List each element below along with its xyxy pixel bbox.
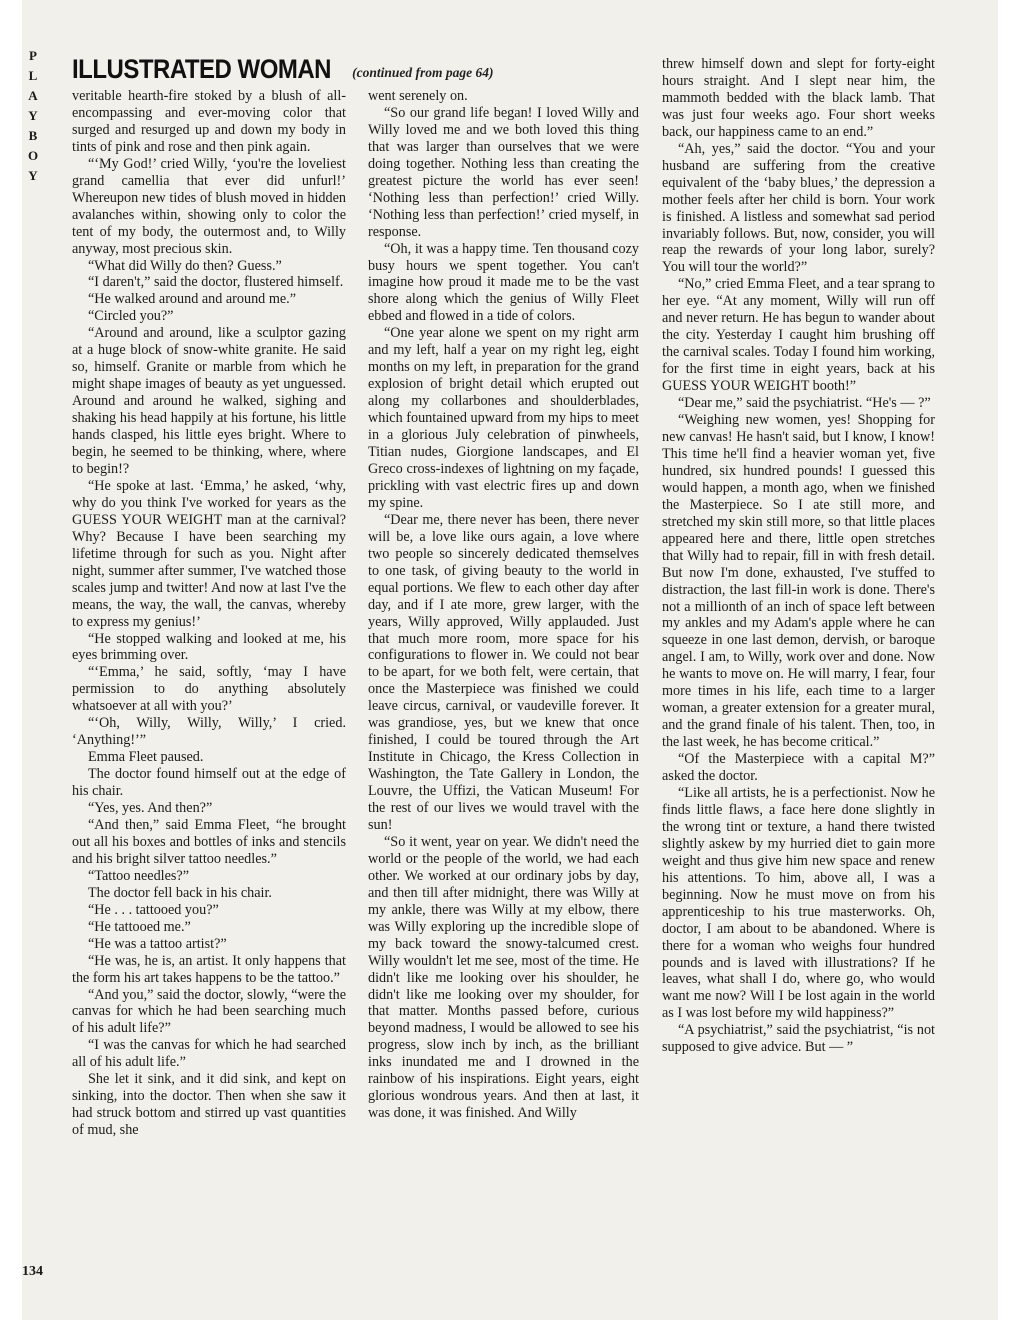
article-title: ILLUSTRATED WOMAN — [72, 54, 332, 85]
paragraph: “And you,” said the doctor, slowly, “were the canvas for which he had been searching much of his adult life?” — [72, 986, 346, 1037]
paragraph: “He walked around and around me.” — [88, 291, 296, 308]
paragraph: “No,” cried Emma Fleet, and a tear sprang to her eye. “At any moment, Willy will run off and never return. He has begun to wander about the city. Yesterday I caught him brushing off the carnival scales. Today I found him working, for the first time in eight years, back at his GUESS YOUR WEIGHT booth!” — [662, 276, 935, 395]
paragraph: threw himself down and slept for forty-eight hours straight. And I slept near him, the mammoth bedded with the black lamb. That was just four weeks ago. Four short weeks back, our happiness came to an end.” — [662, 56, 935, 140]
paragraph: “Of the Masterpiece with a capital M?” asked the doctor. — [662, 751, 935, 785]
paragraph: “Yes, yes. And then?” — [88, 800, 213, 817]
paragraph: “So it went, year on year. We didn't need the world or the people of the world, we had each other. We worked at our ordinary jobs by day, and then till after midnight, there was Willy at my ankle, there was Willy at my elbow, there was Willy exploring up the incredible slope of my back toward the snowy-talcumed crest. Willy wouldn't let me see, most of the time. He didn't like me looking over his shoulder, he didn't like me looking over my shoulder, for that matter. Months passed before, curious beyond madness, I would be allowed to see his progress, slow inch by inch, as the brilliant inks inundated me and I drowned in the rainbow of his inspirations. Eight years, eight glorious wondrous years. And then at last, it was done, it was finished. And Willy — [368, 833, 639, 1122]
paragraph: “‘Emma,’ he said, softly, ‘may I have permission to do anything absolutely whatsoever at all with you?’ — [72, 664, 346, 715]
paragraph: The doctor fell back in his chair. — [88, 884, 272, 901]
text-column-3 — [662, 56, 935, 1286]
paragraph: “I was the canvas for which he had searched all of his adult life.” — [72, 1037, 346, 1071]
paragraph: “He was a tattoo artist?” — [88, 935, 227, 952]
paragraph: “He tattooed me.” — [88, 918, 191, 935]
paragraph: “Ah, yes,” said the doctor. “You and your husband are suffering from the creative equivalent of the ‘baby blues,’ the depression a mother feels after her child is born. Your work is finished. A listless and somewhat sad period invariably follows. But, now, consider, you will reap the rewards of your long labor, surely? You will tour the world?” — [662, 140, 935, 276]
article-header — [72, 56, 493, 84]
paragraph: “What did Willy do then? Guess.” — [88, 257, 282, 274]
paragraph: “He . . . tattooed you?” — [88, 901, 219, 918]
paragraph: “I daren't,” said the doctor, flustered himself. — [88, 274, 344, 291]
continued-note: (continued from page 64) — [352, 65, 494, 80]
magazine-name-vertical: PLAYBOY — [27, 48, 39, 183]
paragraph: Emma Fleet paused. — [88, 749, 204, 766]
paragraph: “One year alone we spent on my right arm and my left, half a year on my right leg, eight months on my left, in preparation for the grand explosion of bright detail which erupted out along my collarbones and shoulderblades, which fountained upward from my hips to meet in a glorious July celebration of pinwheels, Titian nudes, Giorgione landscapes, and El Greco cross-indexes of lightning on my façade, prickling with vast electric fires up and down my spine. — [368, 325, 639, 511]
paragraph: She let it sink, and it did sink, and kept on sinking, into the doctor. Then when she saw it had struck bottom and stirred up vast quantities of mud, she — [72, 1071, 346, 1139]
paragraph: “A psychiatrist,” said the psychiatrist, “is not supposed to give advice. But — ” — [662, 1022, 935, 1056]
paragraph: went serenely on. — [368, 88, 468, 104]
paragraph: “So our grand life began! I loved Willy and Willy loved me and we both loved this thing that was larger than ourselves that we were doing together. Nothing less than creating the greatest picture the world has ever seen! ‘Nothing less than perfection!’ cried Willy. ‘Nothing less than perfection!’ cried myself, in response. — [368, 104, 639, 240]
paragraph: “Around and around, like a sculptor gazing at a huge block of snow-white granite. He said so, himself. Granite or marble from which he might shape images of beauty as yet unguessed. Around and around he walked, sighing and shaking his head happily at his fortune, his little hands clasped, his little eyes bright. Where to begin, he seemed to be thinking, where, where to begin!? — [72, 325, 346, 477]
paragraph: “Like all artists, he is a perfectionist. Now he finds little flaws, a face here done slightly in the wrong tint or texture, a hand there twisted slightly askew by my hurried diet to gain more weight and thus give him new space and renew his attentions. To him, above all, I was a beginning. Now he must move on from his apprenticeship to his true masterworks. Oh, doctor, I am about to be abandoned. Where is there for a woman who weighs four hundred pounds and is laved with illustrations? If he leaves, what shall I do, where go, who would want me now? Will I be lost again in the world as I was lost before my wild happiness?” — [662, 784, 935, 1022]
paragraph: “He stopped walking and looked at me, his eyes brimming over. — [72, 630, 346, 664]
paragraph: The doctor found himself out at the edge of his chair. — [72, 766, 346, 800]
paragraph: “He spoke at last. ‘Emma,’ he asked, ‘why, why do you think I've worked for years as the GUESS YOUR WEIGHT man at the carnival? Why? Because I have been searching my lifetime through for such as you. Night after night, summer after summer, I've watched those scales jump and twitter! And now at last I've the means, the way, the wall, the canvas, whereby to express my genius!’ — [72, 477, 346, 630]
paragraph: “Dear me,” said the psychiatrist. “He's — ?” — [678, 395, 931, 412]
paragraph: “Tattoo needles?” — [88, 867, 190, 884]
page-number: 134 — [22, 1264, 43, 1279]
paragraph: veritable hearth-fire stoked by a blush of all-encompassing and ever-moving color that surged and resurged up and down my body in tints of pink and rose and then pink again. — [72, 88, 346, 155]
paragraph: “And then,” said Emma Fleet, “he brought out all his boxes and bottles of inks and stencils and his bright silver tattoo needles.” — [72, 816, 346, 867]
paragraph: “‘My God!’ cried Willy, ‘you're the loveliest grand camellia that ever did unfurl!’ Whereupon new tides of blush moved in hidden avalanches within, showing only to color the tent of my body, the outermost and, to Willy anyway, most precious skin. — [72, 155, 346, 257]
paragraph: “Dear me, there never has been, there never will be, a love like ours again, a love where two people so sincerely dedicated themselves to one task, of giving beauty to the world in equal portions. We flew to each other day after day, and if I ate more, grew larger, with the years, Willy approved, Willy applauded. Just that much more room, more space for his configurations to flower in. We could not bear to be apart, for we both felt, were certain, that once the Masterpiece was finished we could leave circus, carnival, or vaudeville forever. It was grandiose, yes, but we knew that once finished, I could be toured through the Art Institute in Chicago, the Kress Collection in Washington, the Tate Gallery in London, the Louvre, the Uffizi, the Vatican Museum! For the rest of our lives we would travel with the sun! — [368, 511, 639, 833]
paragraph: “Circled you?” — [88, 308, 174, 325]
paragraph: “He was, he is, an artist. It only happens that the form his art takes happens to be the tattoo.” — [72, 952, 346, 986]
magazine-page — [22, 0, 998, 1320]
text-column-1 — [72, 88, 346, 1288]
paragraph: “‘Oh, Willy, Willy, Willy,’ I cried. ‘Anything!’” — [72, 715, 346, 749]
text-column-2 — [368, 88, 639, 1288]
paragraph: “Oh, it was a happy time. Ten thousand cozy busy hours we spent together. You can't imagine how proud it made me to be the vast shore along which the genius of Willy Fleet ebbed and flowed in a tide of colors. — [368, 240, 639, 325]
paragraph: “Weighing new women, yes! Shopping for new canvas! He hasn't said, but I know, I know! This time he'll find a heavier woman yet, five hundred, six hundred pounds! I guessed this would happen, a month ago, when we finished the Masterpiece. So I ate still more, and stretched my skin still more, so that little places appeared here and there, little open stretches that Willy had to repair, fill in with fresh detail. But now I'm done, exhausted, I've stuffed to distraction, the last fill-in work is done. There's not a millionth of an inch of space left between my ankles and my Adam's apple where he can squeeze in one last demon, dervish, or baroque angel. I am, to Willy, work over and done. Now he wants to move on. He will marry, I fear, four more times in his life, each time to a larger woman, a greater extension for a greater mural, and the grand finale of his talent. Then, too, in the last week, he has become critical.” — [662, 412, 935, 751]
